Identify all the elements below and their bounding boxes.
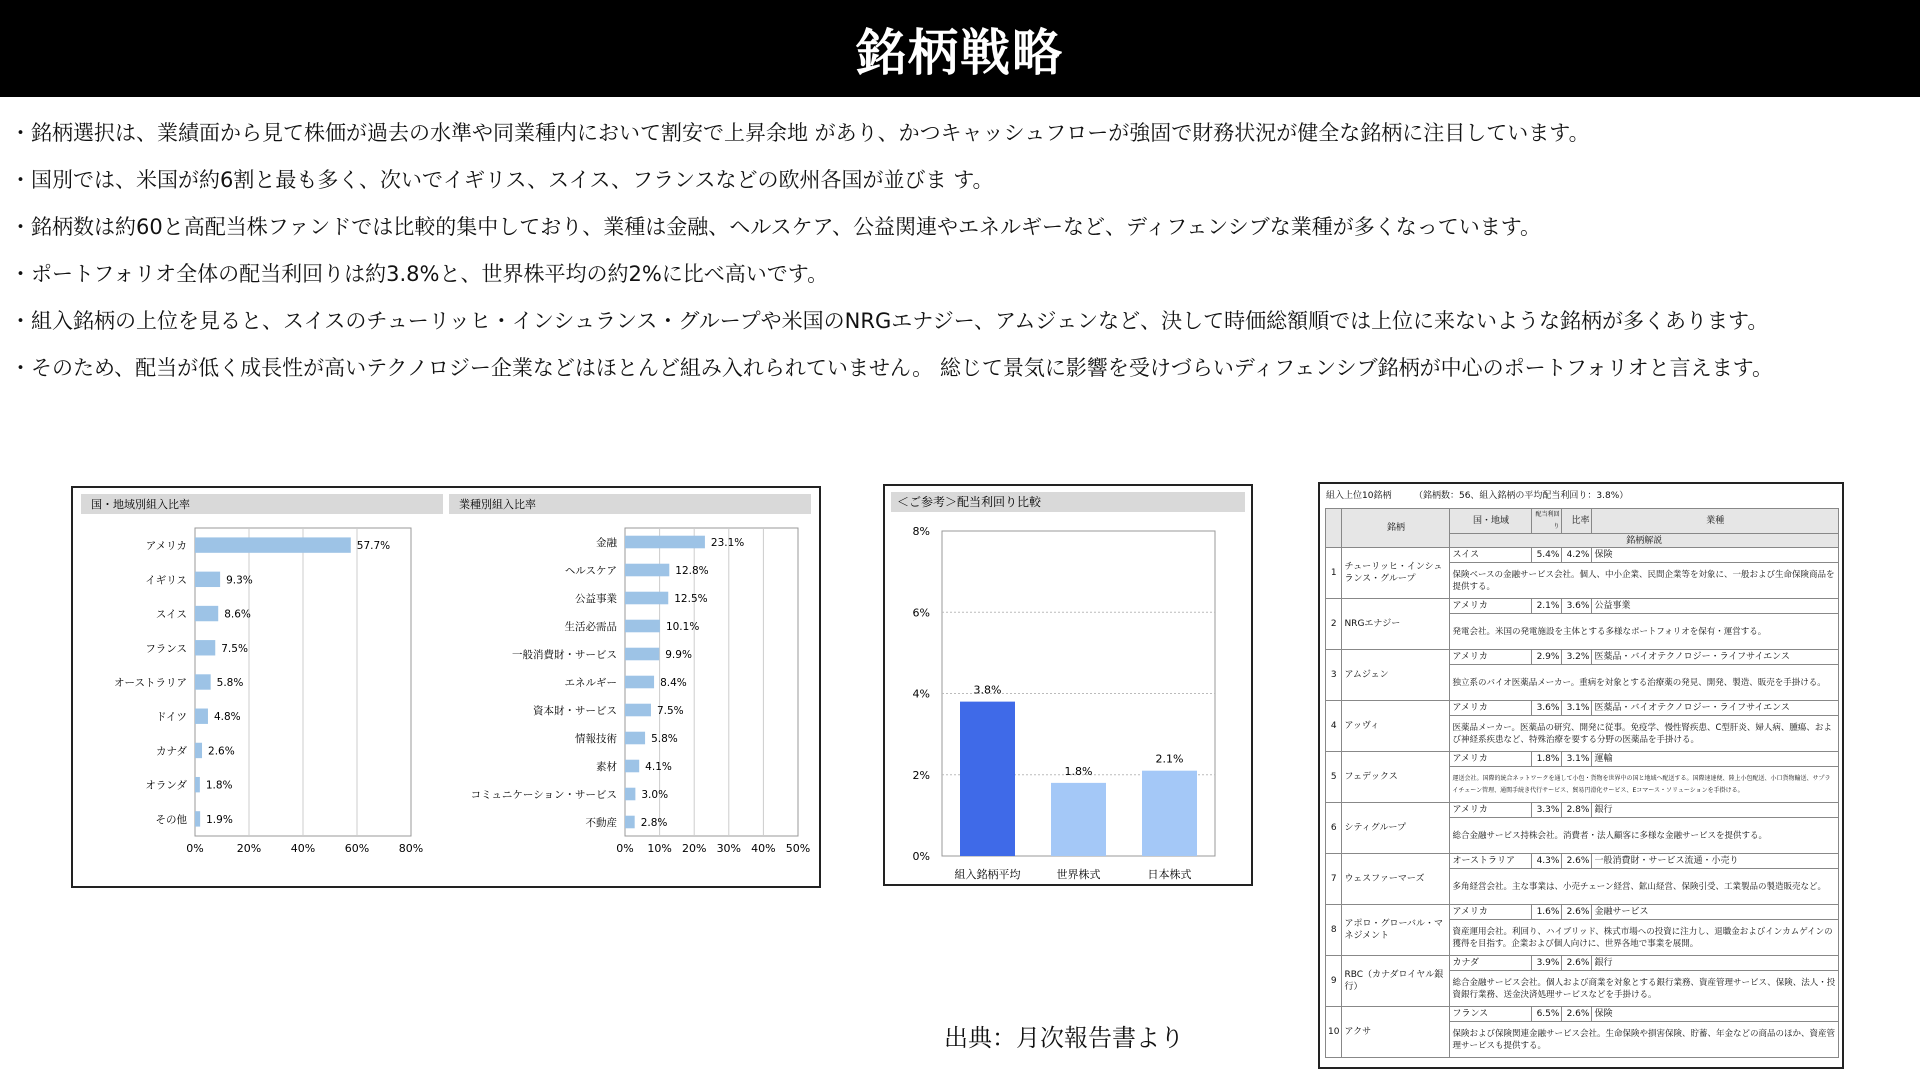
header-rank — [1326, 509, 1342, 548]
dividend-yield-chart — [885, 486, 1251, 884]
category-label: スイス — [155, 608, 187, 621]
yield-cell: 3.3% — [1532, 803, 1562, 818]
bar — [195, 606, 218, 621]
sector-cell: 金融サービス — [1592, 905, 1839, 920]
x-tick-label: 40% — [290, 842, 316, 855]
category-label: イギリス — [145, 574, 187, 587]
region-cell: アメリカ — [1450, 701, 1532, 716]
category-label: 資本財・サービス — [533, 705, 617, 717]
value-label: 8.4% — [660, 677, 687, 689]
sector-cell: 医薬品・バイオテクノロジー・ライフサイエンス — [1592, 650, 1839, 665]
value-label: 1.8% — [205, 779, 233, 792]
bar — [625, 704, 651, 717]
table-row — [1326, 1007, 1839, 1022]
bullet-list — [10, 118, 1910, 400]
weight-cell: 3.1% — [1562, 701, 1592, 716]
header-name: 銘柄 — [1342, 509, 1450, 548]
name-cell: シティグループ — [1342, 803, 1450, 854]
header-yield: 配当利回り — [1532, 509, 1562, 534]
table-row — [1326, 650, 1839, 665]
header-region: 国・地域 — [1450, 509, 1532, 534]
name-cell: アポロ・グローバル・マネジメント — [1342, 905, 1450, 956]
y-tick-label: 4% — [912, 687, 930, 701]
category-label: 組入銘柄平均 — [954, 868, 1021, 881]
chart-title: 国・地域別組入比率 — [91, 498, 190, 511]
value-label: 4.8% — [213, 711, 241, 724]
table-row — [1326, 752, 1839, 767]
yield-cell: 2.1% — [1532, 599, 1562, 614]
category-label: 不動産 — [585, 817, 617, 829]
rank-cell: 8 — [1326, 905, 1342, 956]
yield-cell: 2.9% — [1532, 650, 1562, 665]
category-label: カナダ — [156, 745, 187, 758]
desc-cell: 総合金融サービス会社。個人および商業を対象とする銀行業務、資産管理サービス、保険、法人・投資銀行業務、送金決済処理サービスなどを手掛ける。 — [1450, 971, 1839, 1007]
table-row — [1326, 701, 1839, 716]
desc-cell: 医薬品メーカー。医薬品の研究、開発に従事。免疫学、慢性腎疾患、C型肝炎、婦人病、腫瘍、および神経系疾患など、特殊治療を要する分野の医薬品を手掛ける。 — [1450, 716, 1839, 752]
bullet-item: ・国別では、米国が約6割と最も多く、次いでイギリス、スイス、フランスなどの欧州各国が並びま す。 — [10, 168, 994, 192]
value-label: 7.5% — [656, 705, 684, 717]
yield-cell: 5.4% — [1532, 548, 1562, 563]
category-label: 公益事業 — [575, 593, 617, 605]
value-label: 1.9% — [206, 813, 233, 826]
category-label: その他 — [155, 813, 187, 826]
header-sector: 業種 — [1592, 509, 1839, 534]
sector-cell: 銀行 — [1592, 956, 1839, 971]
desc-cell: 総合金融サービス持株会社。消費者・法人顧客に多様な金融サービスを提供する。 — [1450, 818, 1839, 854]
sector-cell: 医薬品・バイオテクノロジー・ライフサイエンス — [1592, 701, 1839, 716]
desc-cell: 発電会社。米国の発電施設を主体とする多様なポートフォリオを保有・運営する。 — [1450, 614, 1839, 650]
sector-cell: 保険 — [1592, 1007, 1839, 1022]
y-tick-label: 6% — [912, 606, 930, 620]
region-cell: オーストラリア — [1450, 854, 1532, 869]
value-label: 12.8% — [675, 565, 709, 577]
desc-cell: 多角経営会社。主な事業は、小売チェーン経営、鉱山経営、保険引受、工業製品の製造販売など。 — [1450, 869, 1839, 905]
allocation-charts-panel — [71, 486, 821, 888]
rank-cell: 2 — [1326, 599, 1342, 650]
bar — [195, 537, 351, 552]
dividend-yield-panel — [883, 484, 1253, 886]
y-tick-label: 0% — [912, 850, 930, 863]
desc-cell: 保険および保険関連金融サービス会社。生命保険や損害保険、貯蓄、年金などの商品のほか、資産管理サービスも提供する。 — [1450, 1022, 1839, 1058]
weight-cell: 3.1% — [1562, 752, 1592, 767]
table-row — [1326, 854, 1839, 869]
value-label: 3.0% — [641, 789, 669, 801]
category-label: 情報技術 — [575, 733, 617, 745]
bar — [625, 760, 639, 773]
sector-cell: 保険 — [1592, 548, 1839, 563]
bar — [625, 620, 660, 633]
value-label: 7.5% — [221, 642, 248, 655]
category-label: 一般消費財・サービス — [512, 649, 617, 661]
category-label: ドイツ — [156, 711, 187, 724]
bar — [625, 816, 635, 829]
region-allocation-chart — [73, 488, 819, 886]
value-label: 1.8% — [1064, 764, 1093, 778]
rank-cell: 4 — [1326, 701, 1342, 752]
bullet-item: ・ポートフォリオ全体の配当利回りは約3.8%と、世界株平均の約2%に比べ高いです。 — [10, 262, 829, 286]
page-title: 銘柄戦略 — [0, 0, 1920, 97]
x-tick-label: 20% — [681, 842, 707, 855]
rank-cell: 5 — [1326, 752, 1342, 803]
chart-title: ＜ご参考＞配当利回り比較 — [897, 495, 1042, 509]
region-cell: アメリカ — [1450, 905, 1532, 920]
value-label: 23.1% — [710, 537, 745, 549]
y-tick-label: 8% — [912, 525, 930, 538]
bar — [625, 536, 705, 549]
region-cell: アメリカ — [1450, 803, 1532, 818]
yield-cell: 3.6% — [1532, 701, 1562, 716]
bar — [195, 743, 202, 758]
category-label: オーストラリア — [114, 677, 187, 689]
category-label: 世界株式 — [1056, 868, 1101, 881]
category-label: 金融 — [596, 537, 617, 549]
category-label: 素材 — [596, 761, 617, 773]
name-cell: アクサ — [1342, 1007, 1450, 1058]
x-tick-label: 0% — [186, 842, 204, 855]
region-cell: フランス — [1450, 1007, 1532, 1022]
desc-cell: 運送会社。国際的統合ネットワークを通して小包・貨物を世界中の国と地域へ配送する。国際速達便、陸上小包配送、小口貨物輸送、サプライチェーン管理、通関手続き代行サービス、貿易円滑化サービス、Eコマース・ソリューションを手掛ける。 — [1450, 767, 1839, 803]
rank-cell: 7 — [1326, 854, 1342, 905]
table-row — [1326, 905, 1839, 920]
sector-cell: 公益事業 — [1592, 599, 1839, 614]
bar — [1142, 771, 1197, 856]
bar — [625, 732, 645, 745]
name-cell: アムジェン — [1342, 650, 1450, 701]
desc-cell: 独立系のバイオ医薬品メーカー。重病を対象とする治療薬の発見、開発、製造、販売を手掛ける。 — [1450, 665, 1839, 701]
x-tick-label: 60% — [344, 842, 370, 855]
bar — [960, 702, 1015, 856]
rank-cell: 10 — [1326, 1007, 1342, 1058]
table-title: 組入上位10銘柄 （銘柄数：56、組入銘柄の平均配当利回り：3.8%） — [1326, 491, 1629, 501]
rank-cell: 3 — [1326, 650, 1342, 701]
name-cell: チューリッヒ・インシュランス・グループ — [1342, 548, 1450, 599]
value-label: 9.9% — [665, 649, 692, 661]
value-label: 5.8% — [651, 733, 678, 745]
table-row — [1326, 548, 1839, 563]
value-label: 8.6% — [224, 608, 251, 621]
bar — [195, 674, 211, 689]
bar — [195, 811, 200, 826]
y-tick-label: 2% — [912, 768, 930, 782]
bar — [195, 709, 208, 724]
yield-cell: 1.8% — [1532, 752, 1562, 767]
category-label: ヘルスケア — [564, 565, 617, 577]
weight-cell: 2.6% — [1562, 956, 1592, 971]
desc-cell: 資産運用会社。利回り、ハイブリッド、株式市場への投資に注力し、退職金およびインカムゲインの獲得を目指す。企業および個人向けに、世界各地で事業を展開。 — [1450, 920, 1839, 956]
value-label: 12.5% — [674, 593, 708, 605]
x-tick-label: 40% — [751, 842, 776, 855]
category-label: アメリカ — [145, 540, 187, 553]
weight-cell: 2.6% — [1562, 905, 1592, 920]
value-label: 10.1% — [665, 621, 700, 633]
yield-cell: 4.3% — [1532, 854, 1562, 869]
x-tick-label: 10% — [647, 842, 672, 855]
value-label: 57.7% — [356, 540, 391, 553]
value-label: 2.1% — [1155, 752, 1184, 766]
weight-cell: 2.6% — [1562, 1007, 1592, 1022]
region-cell: スイス — [1450, 548, 1532, 563]
weight-cell: 3.6% — [1562, 599, 1592, 614]
rank-cell: 1 — [1326, 548, 1342, 599]
name-cell: フェデックス — [1342, 752, 1450, 803]
region-cell: アメリカ — [1450, 752, 1532, 767]
table-row — [1326, 956, 1839, 971]
bullet-item: ・そのため、配当が低く成長性が高いテクノロジー企業などはほとんど組み入れられていません。 総じて景気に影響を受けづらいディフェンシブ銘柄が中心のポートフォリオと言えます。 — [10, 356, 1774, 380]
source-note: 出典：月次報告書より — [944, 1024, 1184, 1052]
region-cell: カナダ — [1450, 956, 1532, 971]
sector-cell: 銀行 — [1592, 803, 1839, 818]
name-cell: NRGエナジー — [1342, 599, 1450, 650]
name-cell: ウェスファーマーズ — [1342, 854, 1450, 905]
x-tick-label: 20% — [236, 842, 262, 855]
region-cell: アメリカ — [1450, 599, 1532, 614]
weight-cell: 2.8% — [1562, 803, 1592, 818]
value-label: 2.6% — [208, 745, 235, 758]
x-tick-label: 80% — [398, 842, 424, 855]
bullet-item: ・組入銘柄の上位を見ると、スイスのチューリッヒ・インシュランス・グループや米国のNRGエナジー、アムジェンなど、決して時価総額順では上位に来ないような銘柄が多くあります。 — [10, 309, 1769, 333]
yield-cell: 3.9% — [1532, 956, 1562, 971]
bullet-item: ・銘柄数は約60と高配当株ファンドでは比較的集中しており、業種は金融、ヘルスケア、公益関連やエネルギーなど、ディフェンシブな業種が多くなっています。 — [10, 215, 1542, 239]
rank-cell: 6 — [1326, 803, 1342, 854]
chart-title: 業種別組入比率 — [459, 498, 536, 511]
header-weight: 比率 — [1562, 509, 1592, 534]
weight-cell: 4.2% — [1562, 548, 1592, 563]
name-cell: アッヴィ — [1342, 701, 1450, 752]
value-label: 9.3% — [226, 574, 253, 587]
value-label: 4.1% — [645, 761, 672, 773]
bullet-item: ・銘柄選択は、業績面から見て株価が過去の水準や同業種内において割安で上昇余地 があり、かつキャッシュフローが強固で財務状況が健全な銘柄に注目しています。 — [10, 121, 1590, 145]
weight-cell: 2.6% — [1562, 854, 1592, 869]
bar — [625, 592, 668, 605]
weight-cell: 3.2% — [1562, 650, 1592, 665]
category-label: 生活必需品 — [564, 621, 617, 633]
value-label: 5.8% — [216, 677, 244, 689]
table-row — [1326, 803, 1839, 818]
bar — [625, 648, 659, 661]
bar — [195, 640, 215, 655]
category-label: コミュニケーション・サービス — [470, 789, 617, 801]
value-label: 2.8% — [640, 817, 668, 829]
desc-cell: 保険ベースの金融サービス会社。個人、中小企業、民間企業等を対象に、一般および生命保険商品を提供する。 — [1450, 563, 1839, 599]
table-row — [1326, 599, 1839, 614]
category-label: 日本株式 — [1147, 868, 1192, 881]
rank-cell: 9 — [1326, 956, 1342, 1007]
value-label: 3.8% — [973, 683, 1002, 697]
bar — [195, 777, 200, 792]
x-tick-label: 30% — [716, 842, 742, 855]
bar — [625, 676, 654, 689]
bar — [195, 572, 220, 587]
x-tick-label: 0% — [616, 842, 634, 855]
yield-cell: 6.5% — [1532, 1007, 1562, 1022]
top10-holdings-table — [1318, 482, 1844, 1069]
sector-cell: 一般消費財・サービス流通・小売り — [1592, 854, 1839, 869]
bar — [1051, 783, 1106, 856]
yield-cell: 1.6% — [1532, 905, 1562, 920]
category-label: オランダ — [145, 779, 187, 792]
bar — [625, 788, 635, 801]
bar — [625, 564, 669, 577]
region-cell: アメリカ — [1450, 650, 1532, 665]
sector-cell: 運輸 — [1592, 752, 1839, 767]
header-desc: 銘柄解説 — [1450, 534, 1839, 548]
x-tick-label: 50% — [785, 842, 811, 855]
category-label: フランス — [145, 642, 187, 655]
category-label: エネルギー — [564, 677, 617, 689]
name-cell: RBC（カナダロイヤル銀行） — [1342, 956, 1450, 1007]
